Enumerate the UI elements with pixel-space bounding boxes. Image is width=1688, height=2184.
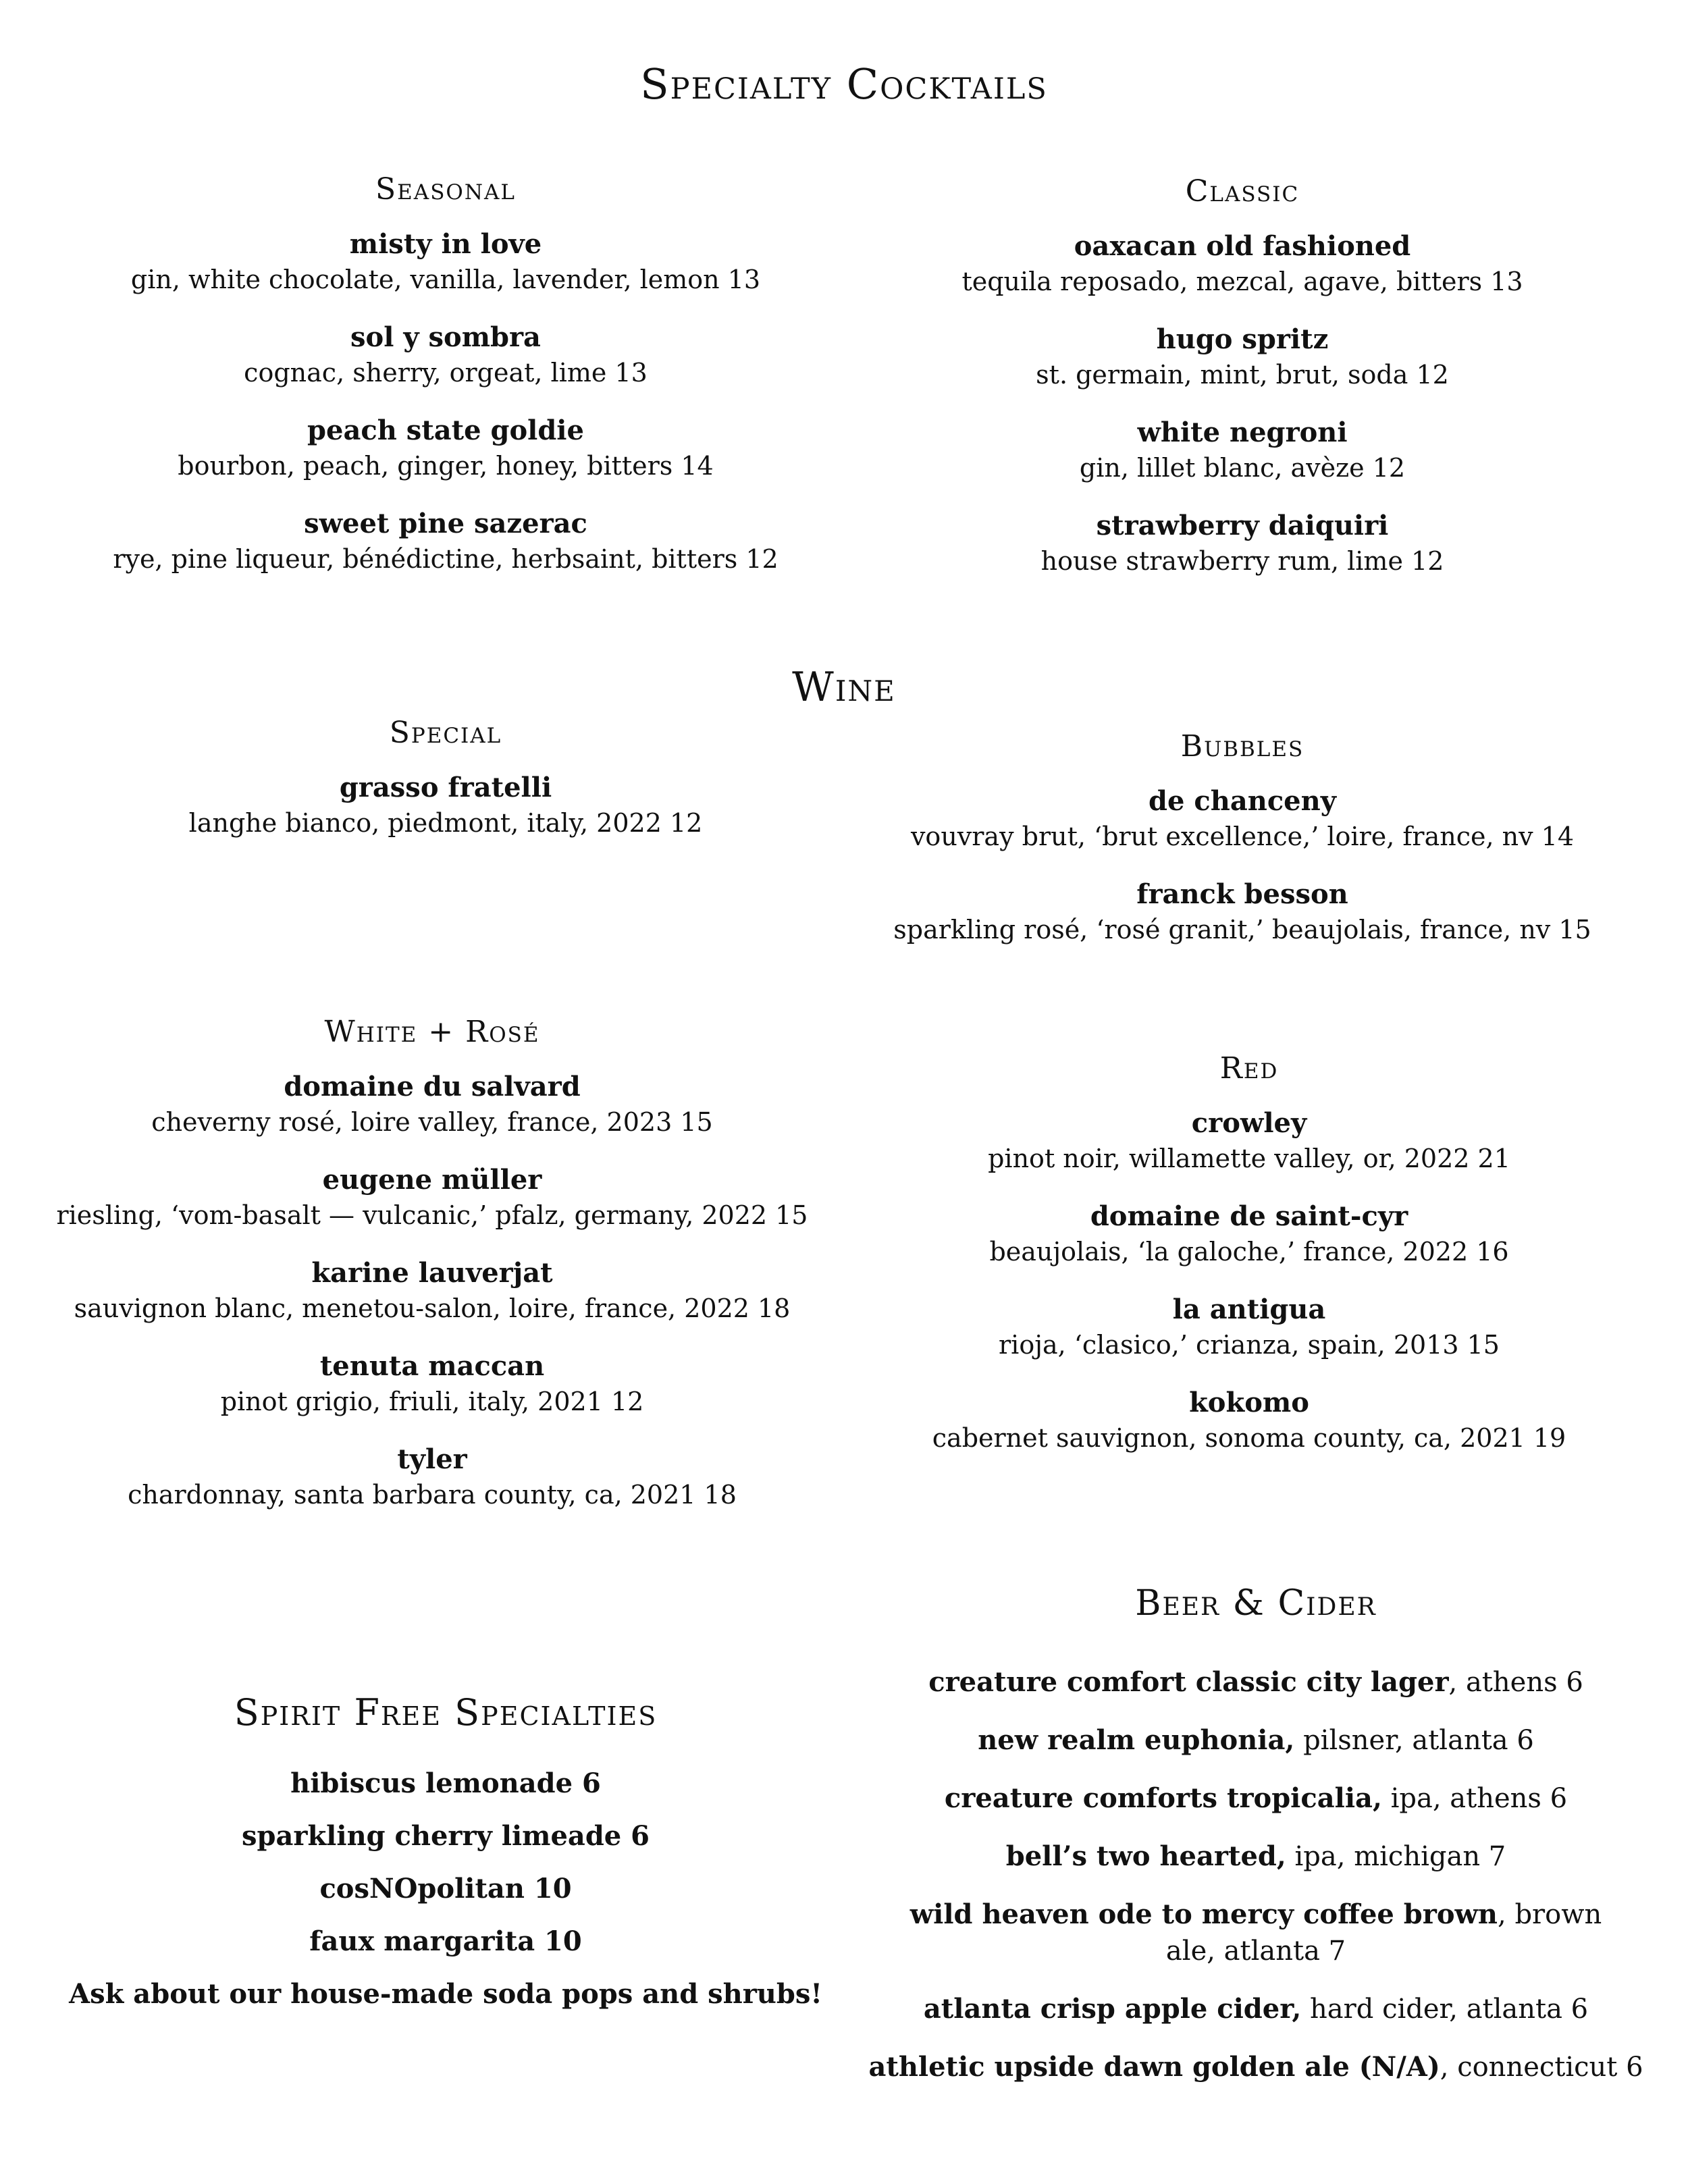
item-name: peach state goldie	[307, 415, 584, 446]
item-name: white negroni	[1137, 417, 1348, 448]
item-name: tyler	[397, 1443, 467, 1475]
item-name: kokomo	[1189, 1387, 1309, 1418]
menu-item	[41, 320, 851, 390]
beer-item	[851, 1838, 1661, 1875]
beer-item	[851, 1780, 1661, 1817]
red-title: Red	[1219, 1051, 1279, 1086]
beer-desc: , connecticut 6	[1440, 2052, 1643, 2083]
menu-item	[837, 229, 1647, 299]
spirit-free-item: sparkling cherry limeade 6	[241, 1820, 650, 1852]
beer-item	[851, 1991, 1661, 2027]
item-desc: bourbon, peach, ginger, honey, bitters 14	[178, 451, 714, 481]
item-desc: beaujolais, ‘la galoche,’ france, 2022 16	[989, 1237, 1509, 1267]
item-desc: tequila reposado, mezcal, agave, bitters 13	[961, 267, 1523, 296]
menu-item	[27, 1069, 837, 1140]
item-desc: chardonnay, santa barbara county, ca, 2021 18	[128, 1480, 737, 1510]
beer-item	[851, 1664, 1661, 1701]
item-name: strawberry daiquiri	[1096, 510, 1389, 541]
spirit-free-item: cosNOpolitan 10	[319, 1873, 572, 1905]
beer-desc: , brown ale, atlanta 7	[1165, 1899, 1602, 1967]
beer-item	[851, 2049, 1661, 2085]
menu-item	[837, 508, 1647, 579]
item-name: crowley	[1191, 1107, 1307, 1139]
item-desc: rioja, ‘clasico,’ crianza, spain, 2013 15	[999, 1330, 1500, 1360]
menu-item	[844, 1106, 1654, 1176]
special-section	[41, 716, 851, 841]
menu-item	[837, 877, 1647, 947]
beer-desc: ipa, athens 6	[1381, 1783, 1568, 1814]
item-desc: cabernet sauvignon, sonoma county, ca, 2021 19	[932, 1423, 1566, 1453]
menu-item	[837, 322, 1647, 392]
item-name: sweet pine sazerac	[304, 508, 587, 539]
cocktails-title: Specialty Cocktails	[640, 59, 1048, 109]
beer-item	[851, 1722, 1661, 1759]
spirit-free-item: hibiscus lemonade 6	[290, 1767, 601, 1799]
spirit-free-title: Spirit Free Specialties	[234, 1691, 658, 1734]
item-name: franck besson	[1136, 878, 1348, 910]
beer-name: new realm euphonia,	[978, 1724, 1295, 1756]
seasonal-title: Seasonal	[375, 172, 516, 207]
item-desc: riesling, ‘vom-basalt — vulcanic,’ pfalz, germany, 2022 15	[56, 1200, 808, 1230]
menu-item	[837, 415, 1647, 485]
beer-name: creature comforts tropicalia,	[944, 1782, 1382, 1814]
item-name: domaine de saint-cyr	[1090, 1200, 1408, 1232]
classic-title: Classic	[1185, 174, 1300, 209]
item-desc: house strawberry rum, lime 12	[1040, 546, 1444, 576]
item-name: hugo spritz	[1156, 323, 1329, 355]
item-name: misty in love	[349, 228, 542, 260]
beer-desc: pilsner, atlanta 6	[1294, 1725, 1534, 1756]
item-desc: langhe bianco, piedmont, italy, 2022 12	[188, 808, 703, 838]
menu-item	[41, 770, 851, 841]
white-rose-title: White + Rosé	[324, 1015, 540, 1049]
item-name: domaine du salvard	[284, 1071, 581, 1102]
menu-item	[27, 1349, 837, 1419]
spirit-free-section	[41, 1691, 851, 2029]
menu-item	[41, 413, 851, 483]
beer-desc: , athens 6	[1448, 1667, 1583, 1698]
item-name: de chanceny	[1149, 785, 1336, 817]
beer-name: wild heaven ode to mercy coffee brown	[909, 1898, 1498, 1930]
menu-item	[837, 784, 1647, 854]
item-desc: st. germain, mint, brut, soda 12	[1036, 360, 1449, 390]
item-desc: gin, lillet blanc, avèze 12	[1079, 453, 1406, 483]
beer-name: athletic upside dawn golden ale (N/A)	[868, 2051, 1440, 2083]
bubbles-section	[837, 729, 1647, 947]
menu-item	[27, 1442, 837, 1512]
bubbles-title: Bubbles	[1180, 729, 1304, 764]
menu-item	[41, 506, 851, 577]
spirit-free-item: faux margarita 10	[309, 1925, 582, 1957]
item-desc: gin, white chocolate, vanilla, lavender, lemon 13	[130, 265, 761, 294]
special-title: Special	[389, 716, 502, 750]
item-name: eugene müller	[322, 1164, 542, 1196]
item-name: sol y sombra	[350, 321, 541, 353]
menu-item	[27, 1163, 837, 1233]
item-name: grasso fratelli	[339, 772, 552, 803]
item-name: oaxacan old fashioned	[1074, 230, 1411, 262]
classic-section	[837, 174, 1647, 579]
beer-item	[851, 1896, 1661, 1969]
wine-title: Wine	[792, 664, 896, 711]
beer-section	[851, 1583, 1661, 2107]
item-desc: sauvignon blanc, menetou-salon, loire, france, 2022 18	[74, 1294, 791, 1323]
item-desc: cheverny rosé, loire valley, france, 2023 15	[151, 1107, 713, 1137]
item-name: tenuta maccan	[319, 1350, 545, 1382]
beer-title: Beer & Cider	[1135, 1583, 1377, 1624]
menu-item	[41, 227, 851, 297]
item-desc: vouvray brut, ‘brut excellence,’ loire, france, nv 14	[910, 822, 1575, 851]
menu-item	[844, 1292, 1654, 1362]
item-desc: pinot noir, willamette valley, or, 2022 21	[988, 1144, 1510, 1173]
item-desc: rye, pine liqueur, bénédictine, herbsaint, bitters 12	[113, 544, 779, 574]
beer-name: creature comfort classic city lager	[928, 1666, 1449, 1698]
item-name: karine lauverjat	[311, 1257, 553, 1289]
menu-item	[27, 1256, 837, 1326]
seasonal-section	[41, 172, 851, 577]
item-desc: cognac, sherry, orgeat, lime 13	[244, 358, 648, 388]
beer-name: bell’s two hearted,	[1005, 1840, 1286, 1872]
menu-item	[844, 1385, 1654, 1456]
beer-name: atlanta crisp apple cider,	[923, 1993, 1302, 2025]
beer-desc: ipa, michigan 7	[1286, 1841, 1506, 1872]
item-desc: pinot grigio, friuli, italy, 2021 12	[220, 1387, 644, 1416]
menu-item	[844, 1199, 1654, 1269]
white-rose-section	[27, 1015, 837, 1512]
item-desc: sparkling rosé, ‘rosé granit,’ beaujolais, france, nv 15	[893, 915, 1591, 944]
red-section	[844, 1051, 1654, 1456]
beer-desc: hard cider, atlanta 6	[1301, 1994, 1589, 2025]
spirit-free-note: Ask about our house-made soda pops and shrubs!	[69, 1978, 822, 2010]
item-name: la antigua	[1172, 1294, 1326, 1325]
